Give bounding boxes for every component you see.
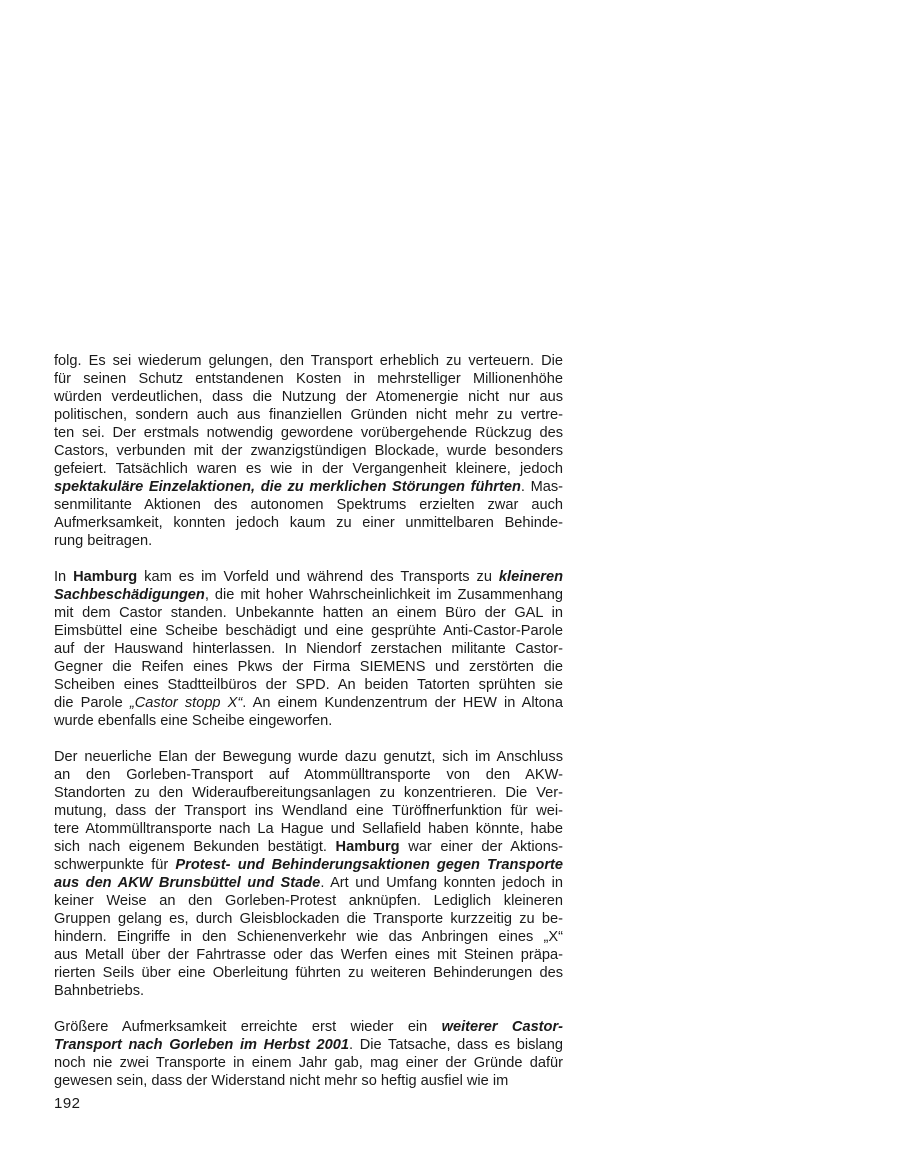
text-line — [54, 820, 563, 838]
text-segment: rierten Seils über eine Oberleitung führten zu weiteren Behinderungen des — [54, 965, 563, 981]
text-segment: . An einem Kundenzentrum der HEW in Altona — [242, 695, 563, 711]
text-segment: mutung, dass der Transport ins Wendland eine Türöffnerfunktion für wei- — [54, 803, 563, 819]
text-line — [54, 676, 563, 694]
text-segment: Gruppen gelang es, durch Gleisblockaden die Transporte kurzzeitig zu be- — [54, 911, 563, 927]
text-segment: aus Metall über der Fahrtrasse oder das Werfen eines mit Steinen präpa- — [54, 947, 563, 963]
paragraph-gap — [54, 550, 563, 568]
text-line — [54, 604, 563, 622]
emphasis-text: aus den AKW Brunsbüttel und Stade — [54, 875, 321, 891]
emphasis-text: Sachbeschädigungen — [54, 587, 205, 603]
text-line — [54, 694, 563, 712]
text-line — [54, 496, 563, 514]
text-line — [54, 928, 563, 946]
text-segment: In — [54, 569, 74, 585]
text-line — [54, 478, 563, 496]
text-segment: wurde ebenfalls eine Scheibe eingeworfen. — [54, 713, 333, 729]
emphasis-text: kleineren — [498, 569, 563, 585]
text-segment: Scheiben eines Stadtteilbüros der SPD. An beiden Tatorten sprühten sie — [54, 677, 563, 693]
text-segment: für seinen Schutz entstandenen Kosten in mehrstelliger Millionenhöhe — [54, 371, 563, 387]
emphasis-text: weiterer Castor- — [441, 1019, 563, 1035]
emphasis-text: Protest- und Behinderungsaktionen gegen Transporte — [175, 857, 563, 873]
text-segment: Aufmerksamkeit, konnten jedoch kaum zu einer unmittelbaren Behinde- — [54, 515, 563, 531]
text-segment: hindern. Eingriffe in den Schienenverkehr wie das Anbringen eines „X“ — [54, 929, 563, 945]
emphasis-text: spektakuläre Einzelaktionen, die zu merklichen Störungen führten — [54, 479, 521, 495]
text-segment: Eimsbüttel eine Scheibe beschädigt und eine gesprühte Anti-Castor-Parole — [54, 623, 563, 639]
text-line — [54, 1054, 563, 1072]
text-segment: Bahnbetriebs. — [54, 983, 145, 999]
text-line — [54, 766, 563, 784]
body-text — [54, 352, 563, 1090]
paragraph-gap — [54, 730, 563, 748]
paragraph-gap — [54, 1000, 563, 1018]
text-line — [54, 946, 563, 964]
text-line — [54, 442, 563, 460]
text-line — [54, 1072, 563, 1090]
text-segment: politischen, sondern auch aus finanziellen Gründen nicht mehr zu vertre- — [54, 407, 563, 423]
text-segment: Der neuerliche Elan der Bewegung wurde dazu genutzt, sich im Anschluss — [54, 749, 563, 765]
text-segment: Gegner die Reifen eines Pkws der Firma SIEMENS und zerstörten die — [54, 659, 563, 675]
text-line — [54, 784, 563, 802]
text-line — [54, 802, 563, 820]
text-line — [54, 424, 563, 442]
text-line — [54, 892, 563, 910]
text-line — [54, 640, 563, 658]
text-line — [54, 460, 563, 478]
text-line — [54, 406, 563, 424]
text-segment: war einer der Aktions- — [399, 839, 563, 855]
paragraph — [54, 748, 563, 1000]
text-segment: gefeiert. Tatsächlich waren es wie in der Vergangenheit kleinere, jedoch — [54, 461, 563, 477]
emphasis-text: Hamburg — [73, 569, 138, 585]
text-segment: folg. Es sei wiederum gelungen, den Transport erheblich zu verteuern. Die — [54, 353, 563, 369]
text-segment: gewesen sein, dass der Widerstand nicht mehr so heftig ausfiel wie im — [54, 1073, 509, 1089]
text-segment: schwerpunkte für — [54, 857, 176, 873]
text-segment: rung beitragen. — [54, 533, 153, 549]
text-line — [54, 874, 563, 892]
text-line — [54, 856, 563, 874]
text-line — [54, 838, 563, 856]
paragraph — [54, 568, 563, 730]
text-segment: Castors, verbunden mit der zwanzigstündigen Blockade, wurde besonders — [54, 443, 563, 459]
text-segment: noch nie zwei Transporte in einem Jahr gab, mag einer der Gründe dafür — [54, 1055, 563, 1071]
text-line — [54, 910, 563, 928]
text-line — [54, 964, 563, 982]
text-segment: an den Gorleben-Transport auf Atommülltransporte von den AKW- — [54, 767, 563, 783]
text-segment: Standorten zu den Wideraufbereitungsanlagen zu konzentrieren. Die Ver- — [54, 785, 563, 801]
text-segment: kam es im Vorfeld und während des Transports zu — [137, 569, 499, 585]
text-line — [54, 982, 563, 1000]
emphasis-text: Hamburg — [335, 839, 400, 855]
paragraph — [54, 352, 563, 550]
text-segment: . Mas- — [520, 479, 563, 495]
text-segment: sich nach eigenem Bekunden bestätigt. — [54, 839, 336, 855]
text-line — [54, 1036, 563, 1054]
text-line — [54, 712, 563, 730]
text-segment: ten sei. Der erstmals notwendig gewordene vorübergehende Rückzug des — [54, 425, 563, 441]
text-line — [54, 370, 563, 388]
text-line — [54, 622, 563, 640]
emphasis-text: „Castor stopp X“ — [129, 695, 243, 711]
text-segment: würden verdeutlichen, dass die Nutzung der Atomenergie nicht nur aus — [54, 389, 563, 405]
text-line — [54, 568, 563, 586]
text-line — [54, 532, 563, 550]
text-line — [54, 1018, 563, 1036]
text-segment: senmilitante Aktionen des autonomen Spektrums erzielten zwar auch — [54, 497, 563, 513]
text-segment: auf der Hauswand hinterlassen. In Niendorf zerstachen militante Castor- — [54, 641, 563, 657]
text-line — [54, 748, 563, 766]
text-segment: . Art und Umfang konnten jedoch in — [320, 875, 563, 891]
text-segment: mit dem Castor standen. Unbekannte hatten an einem Büro der GAL in — [54, 605, 563, 621]
text-segment: keiner Weise an den Gorleben-Protest anknüpfen. Lediglich kleineren — [54, 893, 563, 909]
emphasis-text: Transport nach Gorleben im Herbst 2001 — [54, 1037, 350, 1053]
text-segment: tere Atommülltransporte nach La Hague und Sellafield haben könnte, habe — [54, 821, 563, 837]
text-line — [54, 514, 563, 532]
page-number: 192 — [54, 1095, 81, 1112]
text-segment: Größere Aufmerksamkeit erreichte erst wieder ein — [54, 1019, 442, 1035]
text-segment: , die mit hoher Wahrscheinlichkeit im Zusammenhang — [204, 587, 563, 603]
text-segment: . Die Tatsache, dass es bislang — [349, 1037, 563, 1053]
text-line — [54, 388, 563, 406]
text-line — [54, 658, 563, 676]
text-line — [54, 352, 563, 370]
text-segment: die Parole — [54, 695, 130, 711]
paragraph — [54, 1018, 563, 1090]
text-line — [54, 586, 563, 604]
